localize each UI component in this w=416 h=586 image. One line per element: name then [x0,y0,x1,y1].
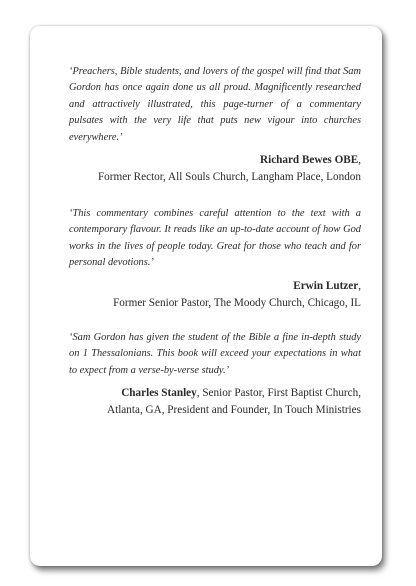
endorsement-attribution [69,152,361,186]
document-page [30,26,382,566]
endorser-role: Former Senior Pastor, The Moody Church, Chicago, IL [113,296,361,309]
endorsement-bewes [69,64,361,186]
endorser-name: Richard Bewes OBE [260,154,359,167]
endorser-name-suffix: , [358,154,361,167]
endorsement-attribution [69,278,361,312]
endorser-name-suffix: , Senior Pastor, First Baptist Church, [196,387,361,400]
endorsement-stanley [69,330,361,419]
endorsement-quote: ‘This commentary combines careful attention to the text with a contemporary flavour. It reads like an up-to-date account of how God works in the lives of people today. Great for those who teach and for personal devotions.’ [69,208,361,269]
endorsement-quote: ‘Sam Gordon has given the student of the Bible a fine in-depth study on 1 Thessalonians. This book will exceed your expectations in what to expect from a verse-by-verse study.’ [69,332,361,376]
endorser-name: Erwin Lutzer [293,279,359,292]
endorsement-attribution [69,385,361,419]
endorser-name-suffix: , [358,279,361,292]
endorser-name: Charles Stanley [121,387,197,400]
endorser-role: Former Rector, All Souls Church, Langham Place, London [97,171,361,184]
endorser-role: Atlanta, GA, President and Founder, In Touch Ministries [107,404,361,417]
endorsement-quote: ‘Preachers, Bible students, and lovers of the gospel will find that Sam Gordon has once again done us all proud. Magnificently researched and attractively illustrated, this page-turner of a commentary pulsates with the very life that puts new vigour into churches everywhere.’ [69,66,361,143]
endorsement-lutzer [69,206,361,312]
